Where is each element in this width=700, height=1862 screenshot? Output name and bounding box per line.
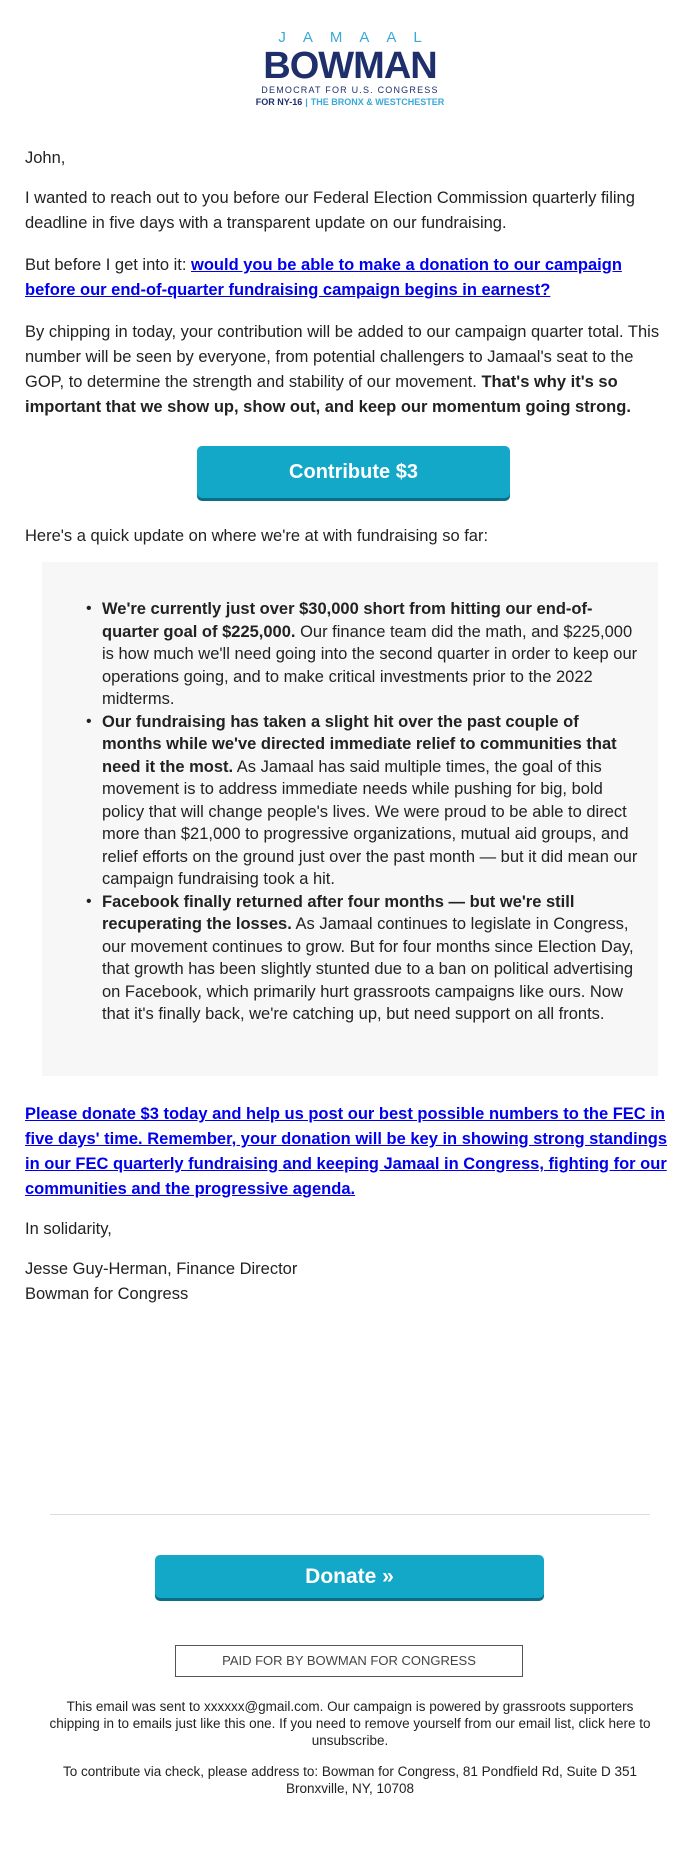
greeting bbox=[25, 146, 670, 171]
paragraph-ask-prefix: But before I get into it: bbox=[25, 256, 192, 274]
donation-ask-link[interactable]: would you be able to make a donation to our campaign before our end-of-quarter fundraising campaign begins in earnest? bbox=[25, 256, 622, 299]
list-item bbox=[86, 711, 638, 891]
update-item-bold: Facebook finally returned after four months — but we're still recuperating the losses. bbox=[102, 892, 575, 933]
donate-button[interactable]: Donate » bbox=[155, 1555, 544, 1598]
paragraph-chip-in-bold: That's why it's so important that we show up, show out, and keep our momentum going strong. bbox=[25, 373, 631, 416]
update-item-text: Our finance team did the math, and $225,000 is how much we'll need going into the second quarter in order to keep our operations going, and to make critical investments prior to the 2022 midterms. bbox=[102, 622, 638, 708]
update-item-text: As Jamaal continues to legislate in Congress, our movement continues to grow. But for four months since Election Day, that growth has been slightly stunted due to a ban on political advertising on Facebook, which primarily hurt grassroots campaigns like ours. Now that it's finally back, we're catching up, but need support on all fronts. bbox=[102, 915, 634, 1023]
update-intro-text: Here's a quick update on where we're at with fundraising so far: bbox=[25, 527, 489, 545]
campaign-logo bbox=[0, 30, 700, 108]
signature bbox=[25, 1257, 670, 1307]
bullet-icon: • bbox=[86, 892, 92, 910]
logo-first-name: JAMAAL bbox=[278, 29, 439, 46]
fundraising-update-box bbox=[42, 562, 658, 1076]
footer-notice: This email was sent to xxxxxx@gmail.com. Our campaign is powered by grassroots supporters chipping in to emails just like this one. If you need to remove yourself from our email list, click here to unsubscribe. bbox=[49, 1699, 651, 1748]
paid-for-disclaimer: PAID FOR BY BOWMAN FOR CONGRESS bbox=[175, 1645, 523, 1677]
footer-divider bbox=[50, 1514, 650, 1515]
list-item bbox=[86, 891, 638, 1026]
paragraph-chip-in bbox=[25, 320, 670, 420]
update-list bbox=[86, 598, 638, 1026]
signoff bbox=[25, 1217, 670, 1242]
footer-address: To contribute via check, please address to: Bowman for Congress, 81 Pondfield Rd, Suite D 351 Bronxville, NY, 10708 bbox=[62, 1764, 638, 1796]
paragraph-ask bbox=[25, 253, 670, 303]
contribute-button[interactable]: Contribute $3 bbox=[197, 446, 510, 498]
signoff-text: In solidarity, bbox=[25, 1220, 112, 1238]
donate-closing-link[interactable]: Please donate $3 today and help us post our best possible numbers to the FEC in five days' time. Remember, your donation will be key in showing strong standings in our FEC quarterly fundraising and keeping Jamaal in Congress, fighting for our communities and the progressive agenda. bbox=[25, 1105, 668, 1198]
paragraph-intro bbox=[25, 186, 670, 236]
paragraph-chip-in-text: By chipping in today, your contribution will be added to our campaign quarter total. This number will be seen by everyone, from potential challengers to Jamaal's seat to the GOP, to determine the strength and stability of our movement. bbox=[25, 323, 660, 391]
signature-org: Bowman for Congress bbox=[25, 1285, 189, 1303]
update-item-bold: We're currently just over $30,000 short from hitting our end-of-quarter goal of $225,000. bbox=[102, 600, 593, 641]
closing-paragraph bbox=[25, 1102, 670, 1202]
logo-district-code: FOR NY-16 bbox=[255, 97, 303, 107]
list-item bbox=[86, 598, 638, 711]
logo-separator: | bbox=[305, 97, 308, 107]
paragraph-intro-text: I wanted to reach out to you before our Federal Election Commission quarterly filing deadline in five days with a transparent update on our fundraising. bbox=[25, 189, 635, 232]
greeting-text: John, bbox=[25, 149, 66, 167]
signature-name: Jesse Guy-Herman, Finance Director bbox=[25, 1260, 298, 1278]
bullet-icon: • bbox=[86, 600, 92, 617]
logo-last-name: BOWMAN bbox=[263, 45, 437, 87]
logo-district bbox=[0, 96, 700, 108]
logo-tagline: DEMOCRAT FOR U.S. CONGRESS bbox=[261, 85, 439, 95]
update-item-text: As Jamaal has said multiple times, the goal of this movement is to address immediate needs while pushing for big, bold policy that will change people's lives. We were proud to be able to direct more than $21,000 to progressive organizations, mutual aid groups, and relief efforts on the ground just over the past month — but it did mean our campaign fundraising took a hit. bbox=[102, 757, 638, 888]
update-intro bbox=[25, 524, 670, 549]
update-item-bold: Our fundraising has taken a slight hit over the past couple of months while we've directed immediate relief to communities that need it the most. bbox=[102, 712, 617, 776]
bullet-icon: • bbox=[86, 712, 92, 730]
logo-area: THE BRONX & WESTCHESTER bbox=[310, 97, 445, 107]
